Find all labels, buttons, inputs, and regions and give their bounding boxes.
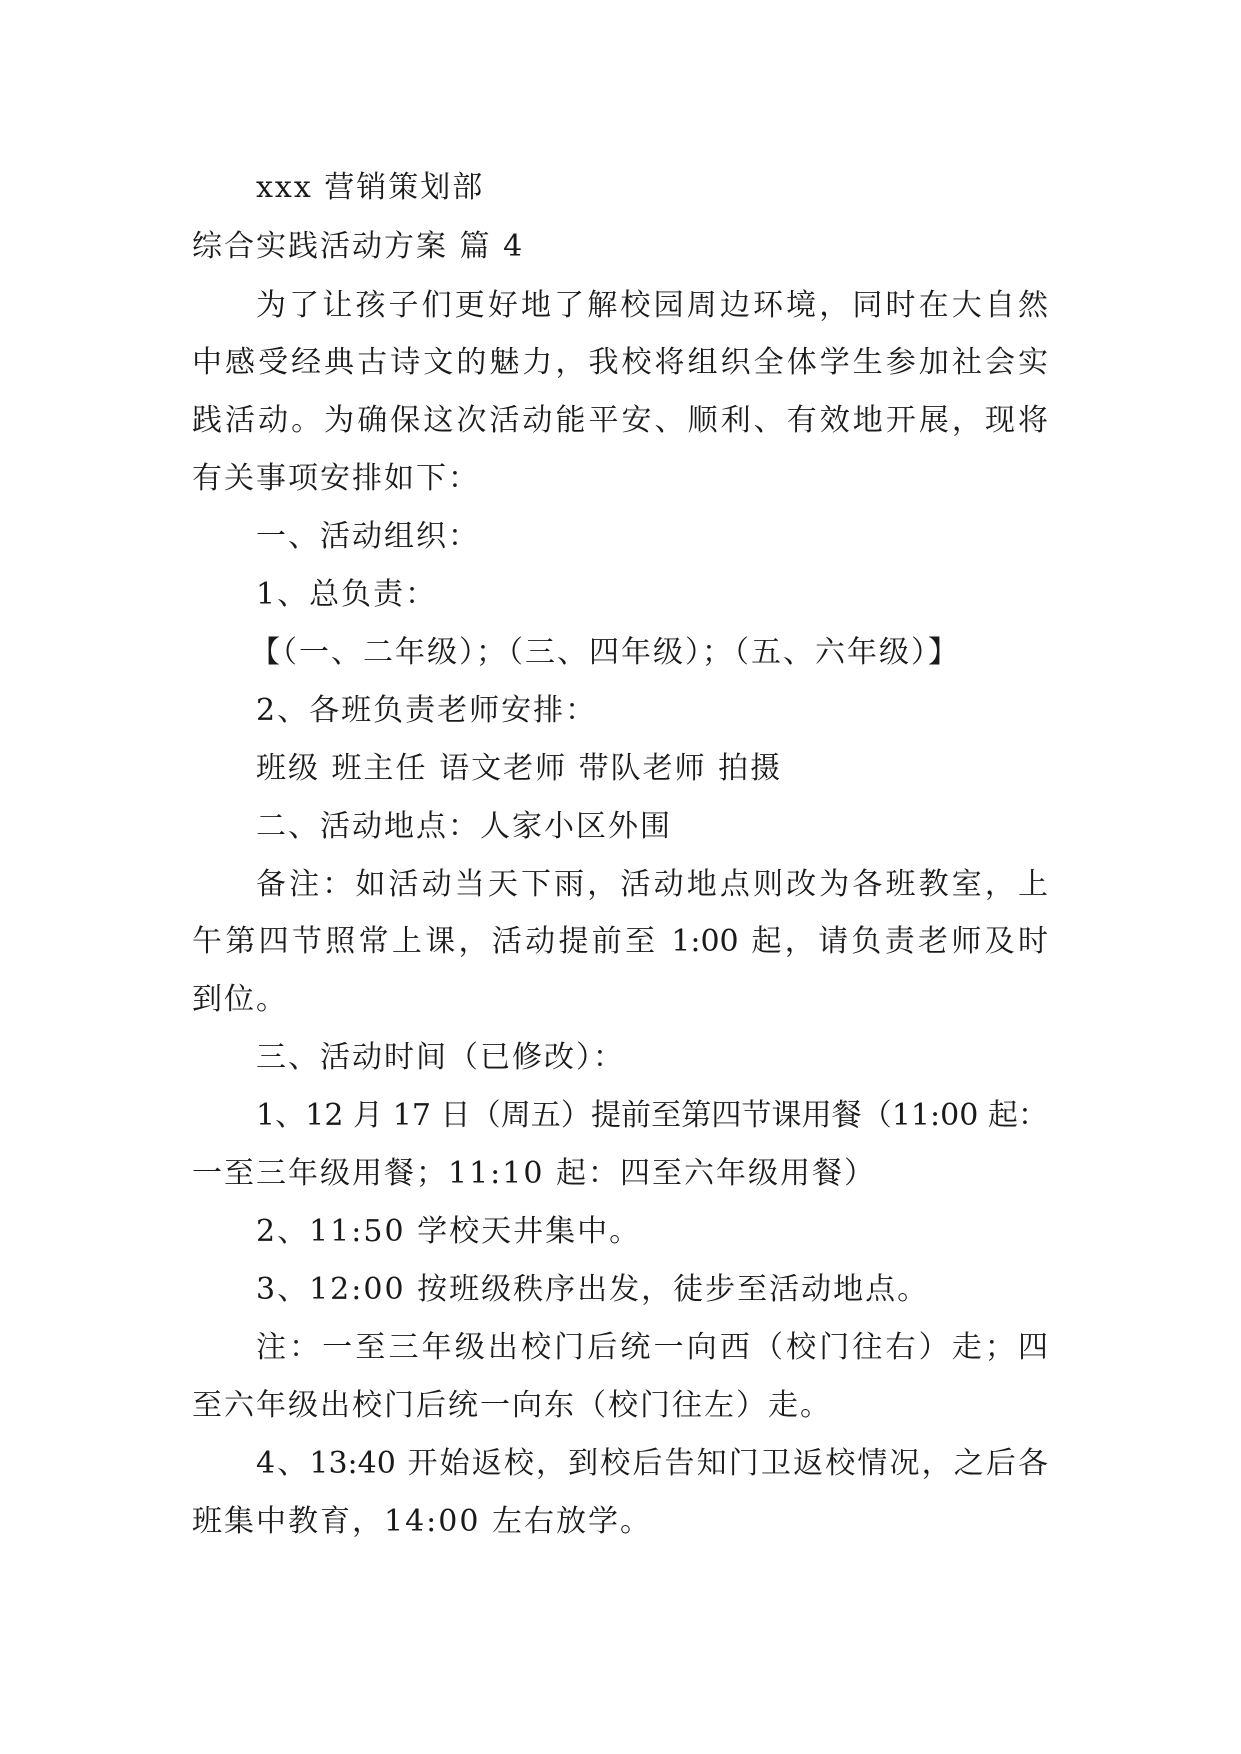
time-item-4-line: 4、13:40 开始返校，到校后告知门卫返校情况，之后各 [256, 1446, 1048, 1481]
role-columns: 班级 班主任 语文老师 带队老师 拍摄 [256, 751, 783, 786]
heading-organization: 一、活动组织： [256, 519, 480, 554]
note-paragraph-line: 到位。 [192, 982, 288, 1017]
intro-paragraph-line: 有关事项安排如下： [192, 461, 480, 496]
time-item-3: 3、12:00 按班级秩序出发，徒步至活动地点。 [256, 1272, 930, 1307]
note-paragraph-line: 备注：如活动当天下雨，活动地点则改为各班教室，上 [256, 867, 1048, 902]
route-note-line: 至六年级出校门后统一向东（校门往左）走。 [192, 1388, 832, 1423]
intro-paragraph-line: 中感受经典古诗文的魅力，我校将组织全体学生参加社会实 [192, 345, 1048, 380]
heading-location: 二、活动地点：人家小区外围 [256, 809, 672, 844]
heading-time: 三、活动时间（已修改）： [256, 1040, 625, 1075]
time-item-1-line: 一至三年级用餐；11:10 起：四至六年级用餐） [192, 1156, 876, 1191]
intro-paragraph-line: 为了让孩子们更好地了解校园周边环境，同时在大自然 [256, 288, 1048, 323]
note-paragraph-line: 午第四节照常上课，活动提前至 1:00 起，请负责老师及时 [192, 924, 1048, 959]
item-teacher-arrangement: 2、各班负责老师安排： [256, 693, 598, 728]
item-general-lead: 1、总负责： [256, 577, 438, 612]
time-item-2: 2、11:50 学校天井集中。 [256, 1214, 642, 1249]
section-title: 综合实践活动方案 篇 4 [192, 229, 525, 264]
grade-groups: 【（一、二年级）；（三、四年级）；（五、六年级）】 [250, 635, 960, 670]
time-item-4-line: 班集中教育，14:00 左右放学。 [192, 1504, 652, 1539]
department-line: xxx 营销策划部 [256, 170, 485, 205]
intro-paragraph-line: 践活动。为确保这次活动能平安、顺利、有效地开展，现将 [192, 403, 1048, 438]
time-item-1-line: 1、12 月 17 日（周五）提前至第四节课用餐（11:00 起： [256, 1098, 1048, 1133]
route-note-line: 注：一至三年级出校门后统一向西（校门往右）走；四 [256, 1330, 1048, 1365]
